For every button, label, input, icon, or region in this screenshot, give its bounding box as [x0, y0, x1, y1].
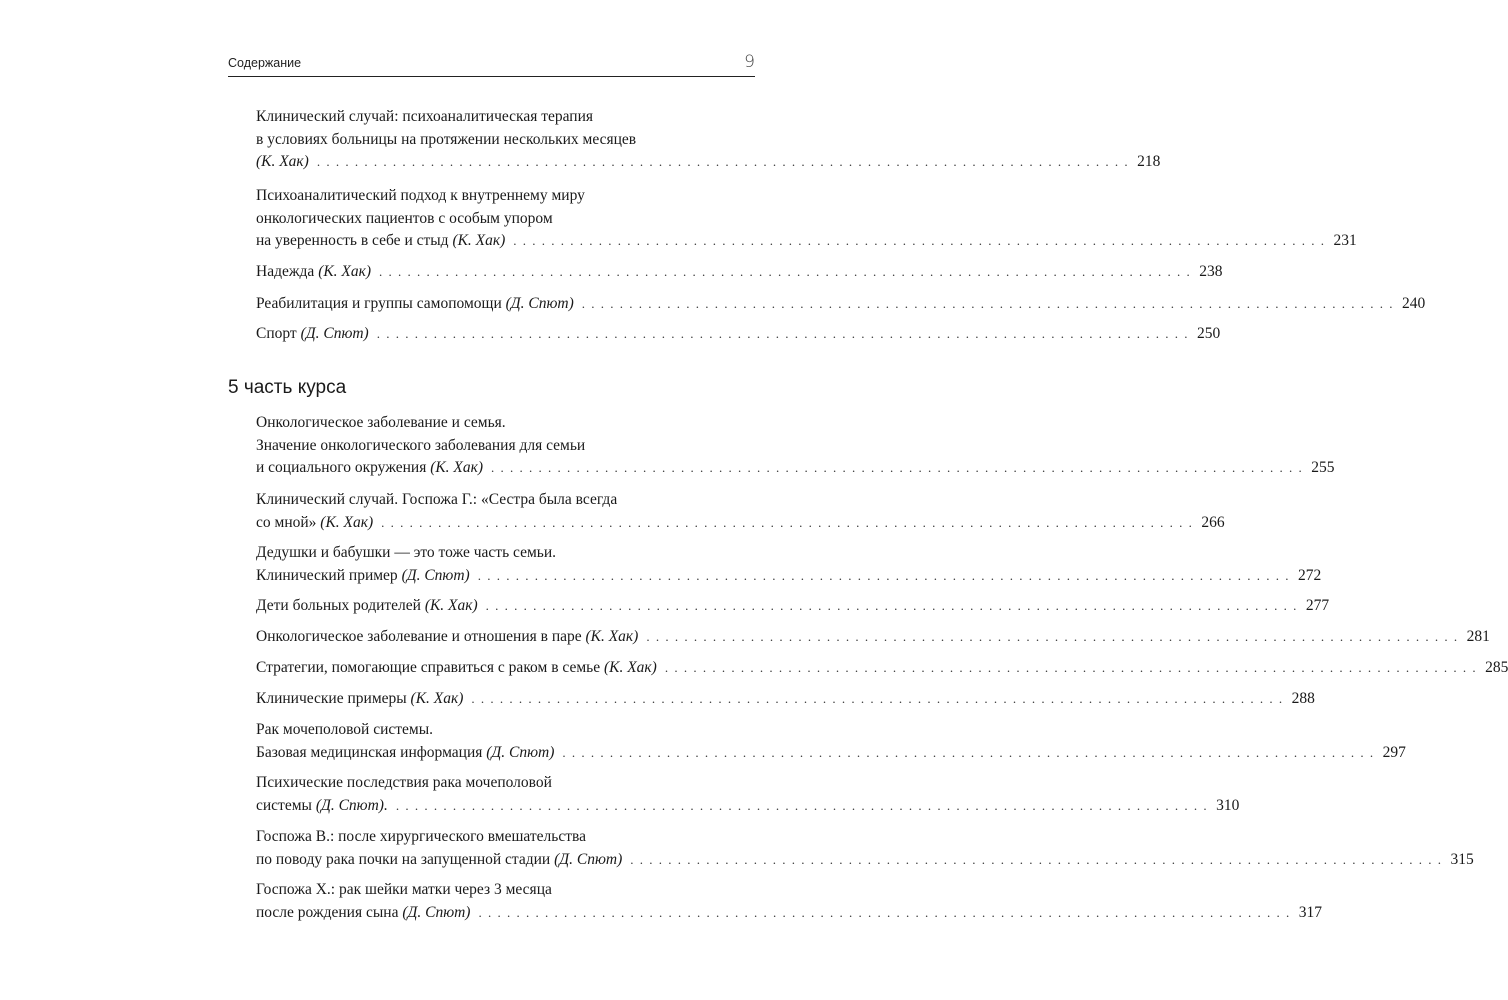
toc-entry: [256, 542, 1322, 587]
toc-entry: [256, 489, 1225, 534]
toc-entry-line: Психические последствия рака мочеполовой: [256, 774, 552, 791]
toc-entry-line: в условиях больницы на протяжении нескольких месяцев: [256, 130, 637, 148]
toc-entry-line: Дедушки и бабушки — это тоже часть семьи.: [256, 544, 557, 561]
dot-leader: . . . . . . . . . . . . . . . . . . . . . . . . . . . . . . . . . . . . . . . . . . . . . . . . . . . . . . . . . . . . . . . . . . . . . . . . . . . . . . . . . . . . . .: [471, 691, 1284, 706]
toc-entry-title: Реабилитация и группы самопомощи: [256, 295, 502, 312]
toc-entry-title: на уверенность в себе и стыд: [256, 232, 449, 249]
toc-entry-page: 285: [1485, 659, 1508, 676]
toc-entry-author: (К. Хак): [410, 690, 464, 707]
dot-leader: . . . . . . . . . . . . . . . . . . . . . . . . . . . . . . . . . . . . . . . . . . . . . . . . . . . . . . . . . . . . . . . . . . . . . . . . . . . . . . . . . . . . . .: [562, 744, 1375, 760]
toc-entry-page: 250: [1196, 325, 1221, 342]
toc-entry-title: со мной»: [256, 513, 317, 531]
toc-entry: [256, 106, 1161, 174]
toc-entry-author: (К. Хак): [585, 628, 639, 645]
dot-leader: . . . . . . . . . . . . . . . . . . . . . . . . . . . . . . . . . . . . . . . . . . . . . . . . . . . . . . . . . . . . . . . . . . . . . . . . . . . . . . . . . . . . . .: [581, 296, 1395, 311]
dot-leader: . . . . . . . . . . . . . . . . . . . . . . . . . . . . . . . . . . . . . . . . . . . . . . . . . . . . . . . . . . . . . . . . . . . . . . . . . . . . . . . . . . . . . .: [485, 598, 1298, 613]
toc-entry-author: (Д. Спют): [554, 850, 623, 868]
toc-entry-title: Дети больных родителей: [256, 597, 421, 614]
toc-entry: [256, 626, 1490, 649]
toc-entry-page: 272: [1297, 566, 1322, 584]
toc-entry-page: 315: [1450, 850, 1474, 868]
toc-entry: [256, 261, 1223, 284]
toc-entry-line: Онкологическое заболевание и семья.: [256, 414, 506, 431]
dot-leader: . . . . . . . . . . . . . . . . . . . . . . . . . . . . . . . . . . . . . . . . . . . . . . . . . . . . . . . . . . . . . . . . . . . . . . . . . . . . . . . . . . . . . .: [316, 154, 1130, 169]
dot-leader: . . . . . . . . . . . . . . . . . . . . . . . . . . . . . . . . . . . . . . . . . . . . . . . . . . . . . . . . . . . . . . . . . . . . . . . . . . . . . . . . . . . . . .: [646, 629, 1459, 644]
toc-entry-title: по поводу рака почки на запущенной стадии: [256, 850, 551, 868]
toc-entry-author: (К. Хак): [430, 459, 484, 476]
toc-entry-page: 310: [1216, 796, 1240, 814]
toc-entry: [256, 772, 1240, 817]
toc-entry-line: Значение онкологического заболевания для семьи: [256, 436, 586, 454]
toc-entry-page: 255: [1311, 459, 1335, 476]
toc-entry-title: Надежда: [256, 263, 315, 280]
toc-entry-author: (Д. Спют): [505, 295, 574, 312]
toc-entry-author: (Д. Спют).: [315, 796, 388, 814]
toc-entry-page: 238: [1199, 263, 1223, 280]
toc-entry-page: 218: [1137, 153, 1161, 170]
toc-entry: [256, 826, 1474, 871]
toc-entry-author: (К. Хак): [320, 513, 374, 531]
toc-entry-page: 240: [1402, 295, 1426, 312]
toc-entry-author: (Д. Спют): [486, 743, 555, 761]
toc-entry-title: Клинические примеры: [256, 690, 407, 707]
dot-leader: . . . . . . . . . . . . . . . . . . . . . . . . . . . . . . . . . . . . . . . . . . . . . . . . . . . . . . . . . . . . . . . . . . . . . . . . . . . . . . . . . . . . . .: [491, 460, 1304, 475]
toc-entry-page: 317: [1298, 903, 1322, 921]
toc-entry: [256, 412, 1335, 480]
toc-entry-page: 297: [1382, 743, 1406, 761]
toc-entry: [256, 719, 1406, 764]
toc-entry-author: (Д. Спют): [402, 903, 471, 921]
dot-leader: . . . . . . . . . . . . . . . . . . . . . . . . . . . . . . . . . . . . . . . . . . . . . . . . . . . . . . . . . . . . . . . . . . . . . . . . . . . . . . . . . . . . . .: [513, 233, 1326, 248]
toc-entry-line: онкологических пациентов с особым упором: [256, 209, 553, 227]
toc-entry-title: Онкологическое заболевание и отношения в паре: [256, 628, 582, 645]
dot-leader: . . . . . . . . . . . . . . . . . . . . . . . . . . . . . . . . . . . . . . . . . . . . . . . . . . . . . . . . . . . . . . . . . . . . . . . . . . . . . . . . . . . . . .: [630, 851, 1443, 867]
toc-entry-line: Клинический случай: психоаналитическая терапия: [256, 108, 593, 125]
toc-entry-author: (К. Хак): [603, 659, 657, 676]
toc-entry-author: (К. Хак): [452, 232, 506, 249]
dot-leader: . . . . . . . . . . . . . . . . . . . . . . . . . . . . . . . . . . . . . . . . . . . . . . . . . . . . . . . . . . . . . . . . . . . . . . . . . . . . . . . . . . . . . .: [376, 326, 1189, 341]
toc-entry-page: 266: [1201, 513, 1225, 531]
running-title: Содержание: [228, 56, 302, 70]
toc-entry-title: Спорт: [256, 325, 297, 342]
toc-entry: [256, 657, 1508, 680]
toc-entry-page: 288: [1291, 690, 1315, 707]
toc-entry-line: Клинический случай. Госпожа Г.: «Сестра была всегда: [256, 491, 618, 508]
dot-leader: . . . . . . . . . . . . . . . . . . . . . . . . . . . . . . . . . . . . . . . . . . . . . . . . . . . . . . . . . . . . . . . . . . . . . . . . . . . . . . . . . . . . . .: [477, 567, 1290, 583]
toc-entry-page: 231: [1333, 232, 1357, 249]
toc-entry-line: Психоаналитический подход к внутреннему миру: [256, 187, 585, 204]
dot-leader: . . . . . . . . . . . . . . . . . . . . . . . . . . . . . . . . . . . . . . . . . . . . . . . . . . . . . . . . . . . . . . . . . . . . . . . . . . . . . . . . . . . . . .: [379, 264, 1192, 279]
toc-entry-author: (К. Хак): [256, 153, 309, 170]
toc-entry-page: 281: [1466, 628, 1490, 645]
toc-entry-title: Базовая медицинская информация: [256, 743, 483, 761]
toc-entry: [256, 293, 1426, 316]
toc-entry: [256, 185, 1357, 253]
toc-entry: [256, 595, 1330, 618]
toc-entry-author: (К. Хак): [318, 263, 372, 280]
toc-entry-line: Госпожа В.: после хирургического вмешательства: [256, 828, 586, 845]
dot-leader: . . . . . . . . . . . . . . . . . . . . . . . . . . . . . . . . . . . . . . . . . . . . . . . . . . . . . . . . . . . . . . . . . . . . . . . . . . . . . . . . . . . . . .: [664, 660, 1478, 675]
dot-leader: . . . . . . . . . . . . . . . . . . . . . . . . . . . . . . . . . . . . . . . . . . . . . . . . . . . . . . . . . . . . . . . . . . . . . . . . . . . . . . . . . . . . . .: [395, 797, 1209, 813]
toc-entry-title: после рождения сына: [256, 903, 399, 921]
toc-entry-title: Клинический пример: [256, 566, 398, 584]
toc-entry-title: и социального окружения: [256, 459, 427, 476]
dot-leader: . . . . . . . . . . . . . . . . . . . . . . . . . . . . . . . . . . . . . . . . . . . . . . . . . . . . . . . . . . . . . . . . . . . . . . . . . . . . . . . . . . . . . .: [381, 514, 1194, 530]
toc-entry-line: Рак мочеполовой системы.: [256, 721, 434, 738]
toc-entry-author: (Д. Спют): [300, 325, 369, 342]
running-header: [228, 54, 755, 77]
toc-entry-page: 277: [1305, 597, 1330, 614]
dot-leader: . . . . . . . . . . . . . . . . . . . . . . . . . . . . . . . . . . . . . . . . . . . . . . . . . . . . . . . . . . . . . . . . . . . . . . . . . . . . . . . . . . . . . .: [478, 904, 1291, 920]
toc-entry-title: Стратегии, помогающие справиться с раком в семье: [256, 659, 601, 676]
part-heading: 5 часть курса: [228, 377, 347, 398]
toc-entry-line: Госпожа Х.: рак шейки матки через 3 месяца: [256, 881, 552, 898]
toc-entry: [256, 323, 1221, 346]
toc-entry: [256, 688, 1315, 711]
toc-entry-title: системы: [256, 796, 312, 814]
toc-entry: [256, 879, 1322, 924]
toc-entry-author: (Д. Спют): [401, 566, 470, 584]
toc-entry-author: (К. Хак): [424, 597, 478, 614]
page-number: 9: [744, 52, 755, 72]
